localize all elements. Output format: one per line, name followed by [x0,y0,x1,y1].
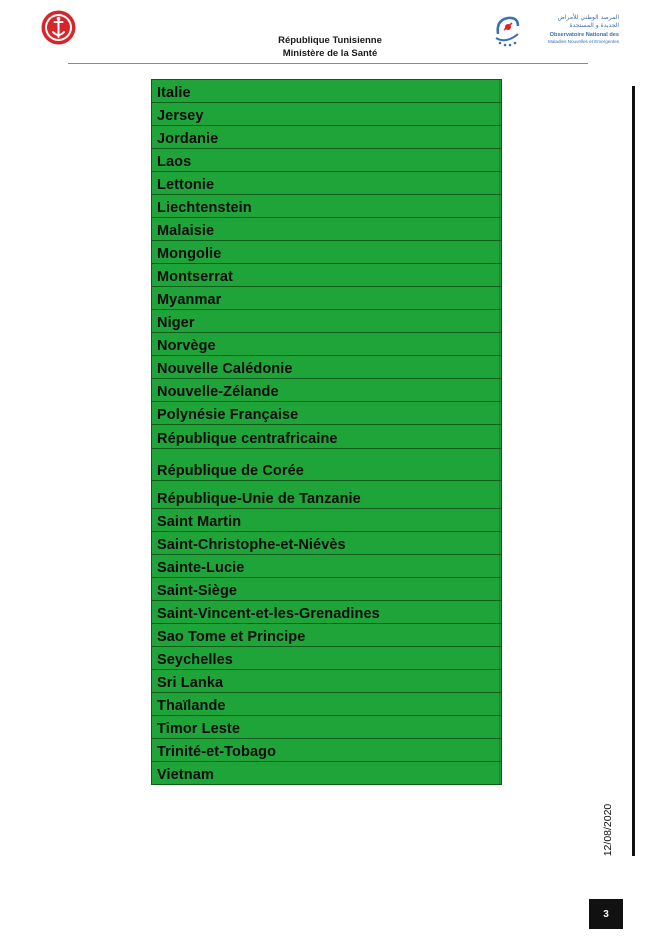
row-divider [499,241,500,263]
country-title: République Tunisienne [278,35,382,46]
table-row [152,762,501,784]
row-divider [499,310,500,332]
row-divider [499,601,500,623]
table-row [152,333,501,356]
country-name: Nouvelle-Zélande [157,384,279,400]
table-row [152,425,501,449]
table-row [152,80,501,103]
country-name: Mongolie [157,246,222,262]
date-text: 12/08/2020 [602,803,614,857]
country-name: République centrafricaine [157,431,338,447]
row-divider [499,693,500,715]
country-name: Sainte-Lucie [157,560,245,576]
table-row [152,149,501,172]
row-divider [499,578,500,600]
table-row [152,103,501,126]
ministry-logo [41,10,76,45]
country-name: Liechtenstein [157,200,252,216]
table-row [152,532,501,555]
country-name: Sao Tome et Principe [157,629,306,645]
date-stamp [596,800,620,860]
observatory-emblem-icon [492,10,620,50]
row-divider [499,425,500,448]
country-name: Saint-Christophe-et-Niévès [157,537,346,553]
header-divider [68,63,588,64]
table-row [152,624,501,647]
table-row [152,481,501,509]
table-row [152,739,501,762]
country-name: Saint-Siège [157,583,238,599]
row-divider [499,80,500,102]
row-divider [499,449,500,480]
row-divider [499,739,500,761]
country-name: Norvège [157,338,216,354]
table-row [152,555,501,578]
row-divider [499,172,500,194]
country-name: Thaïlande [157,698,226,714]
country-name: Timor Leste [157,721,241,737]
row-divider [499,126,500,148]
row-divider [499,532,500,554]
country-name: Niger [157,315,195,331]
table-row [152,287,501,310]
country-name: Saint-Vincent-et-les-Grenadines [157,606,380,622]
table-row [152,356,501,379]
country-name: République de Corée [157,463,304,479]
country-table [151,79,502,785]
page-number: 3 [589,899,623,929]
country-name: Seychelles [157,652,233,668]
table-row [152,647,501,670]
country-name: Lettonie [157,177,215,193]
table-row [152,402,501,425]
table-row [152,670,501,693]
country-name: Montserrat [157,269,233,285]
table-row [152,693,501,716]
table-row [152,241,501,264]
country-name: Laos [157,154,192,170]
row-divider [499,195,500,217]
table-row [152,310,501,333]
ministry-emblem-icon [41,10,76,45]
country-name: Jersey [157,108,204,124]
observatory-arabic-line-1: المرصد الوطني للأمراض [557,14,619,21]
table-row [152,379,501,402]
table-row [152,172,501,195]
row-divider [499,647,500,669]
observatory-name-line-1: Observatoire National des [549,32,619,38]
table-row [152,218,501,241]
row-divider [499,218,500,240]
row-divider [499,333,500,355]
row-divider [499,670,500,692]
table-row [152,195,501,218]
country-name: Nouvelle Calédonie [157,361,293,377]
observatory-logo [492,10,620,50]
country-name: Myanmar [157,292,222,308]
country-name: Jordanie [157,131,219,147]
header-titles [200,34,460,60]
country-name: Polynésie Française [157,407,299,423]
table-row [152,126,501,149]
country-name: Vietnam [157,767,214,783]
table-row [152,449,501,481]
table-row [152,601,501,624]
row-divider [499,402,500,424]
row-divider [499,624,500,646]
country-name: République-Unie de Tanzanie [157,491,361,507]
country-name: Trinité-et-Tobago [157,744,277,760]
country-name: Sri Lanka [157,675,224,691]
row-divider [499,149,500,171]
table-row [152,578,501,601]
ministry-title: Ministère de la Santé [282,48,378,59]
row-divider [499,716,500,738]
observatory-name-line-2: Maladies Nouvelles et Emergentes [548,39,619,44]
country-name: Saint Martin [157,514,242,530]
table-row [152,264,501,287]
table-row [152,509,501,532]
row-divider [499,356,500,378]
row-divider [499,481,500,508]
row-divider [499,287,500,309]
country-name: Italie [157,85,191,101]
row-divider [499,379,500,401]
row-divider [499,555,500,577]
row-divider [499,509,500,531]
table-row [152,716,501,739]
observatory-arabic-line-2: الجديدة و المستجدة [569,22,619,29]
country-name: Malaisie [157,223,215,239]
row-divider [499,103,500,125]
row-divider [499,762,500,784]
side-rule [632,86,635,856]
row-divider [499,264,500,286]
